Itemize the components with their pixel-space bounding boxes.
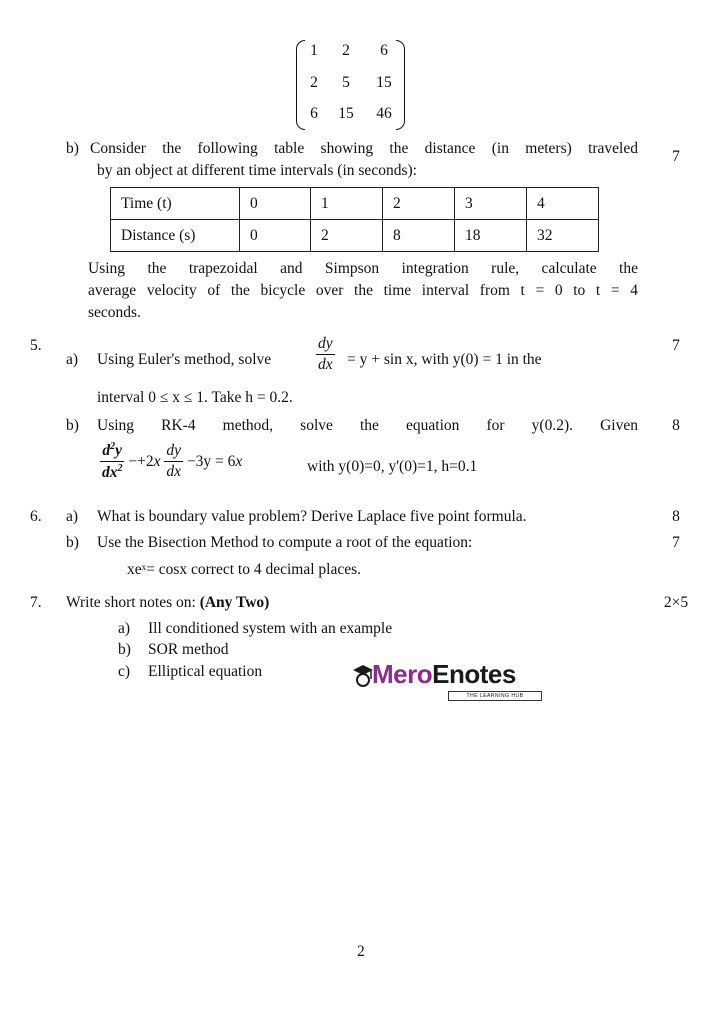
- q4b-line1: Consider the following table showing the distance (in meters) traveled: [90, 140, 638, 157]
- q4b-line2: by an object at different time intervals (in seconds):: [97, 162, 417, 179]
- q5a-text2: = y + sin x, with y(0) = 1 in the: [347, 351, 542, 368]
- q4b-after-line3: seconds.: [88, 304, 141, 321]
- q5b-text: Using RK-4 method, solve the equation for y(0.2). Given: [97, 417, 638, 434]
- table-cell: 2: [383, 188, 455, 220]
- q7-text-main: Write short notes on:: [66, 594, 196, 611]
- matrix-cell: 15: [338, 105, 354, 122]
- table-row: [111, 188, 599, 220]
- q7-number: 7.: [30, 594, 42, 611]
- q5b-eq-tail: with y(0)=0, y'(0)=1, h=0.1: [307, 458, 478, 475]
- logo-text-enotes: Enotes: [432, 659, 516, 689]
- fraction-numerator: dy: [316, 336, 335, 355]
- matrix-cell: 6: [310, 105, 318, 122]
- q7-marks: 2×5: [663, 594, 689, 611]
- matrix-cell: 2: [310, 74, 318, 91]
- q7-item-text: SOR method: [148, 641, 229, 658]
- q4b-after-line2: average velocity of the bicycle over the time interval from t = 0 to t = 4: [88, 282, 638, 299]
- table-cell: 2: [311, 220, 383, 252]
- q7-item-text: Ill conditioned system with an example: [148, 620, 393, 637]
- table-cell: 1: [311, 188, 383, 220]
- q7-item-text: Elliptical equation: [148, 663, 263, 680]
- table-cell: 0: [240, 188, 311, 220]
- graduate-cap-icon: [352, 663, 374, 689]
- q6b-text: Use the Bisection Method to compute a root of the equation:: [97, 534, 473, 551]
- q6-number: 6.: [30, 508, 42, 525]
- q7-text: [66, 594, 269, 612]
- table-header-cell: Time (t): [111, 188, 240, 220]
- q5b-label: b): [66, 417, 79, 434]
- q7-text-bold: (Any Two): [199, 594, 270, 611]
- table-cell: 8: [383, 220, 455, 252]
- q4b-after-line1: Using the trapezoidal and Simpson integration rule, calculate the: [88, 260, 638, 277]
- table-header-cell: Distance (s): [111, 220, 240, 252]
- q5-number: 5.: [30, 337, 42, 354]
- matrix-cell: 2: [342, 42, 350, 59]
- q6b-equation: xeˣ= cosx correct to 4 decimal places.: [127, 561, 361, 578]
- matrix-cell: 1: [310, 42, 318, 59]
- logo-text-mero: Mero: [372, 659, 433, 689]
- distance-table: [110, 187, 599, 252]
- logo-tagline: THE LEARNING HUB: [448, 691, 542, 701]
- matrix-cell: 5: [342, 74, 350, 91]
- matrix-cell: 46: [376, 105, 392, 122]
- q7-item-label: b): [118, 641, 131, 658]
- q5a-marks: 7: [672, 337, 680, 354]
- q6a-marks: 8: [672, 508, 680, 525]
- q7-item-label: a): [118, 620, 131, 637]
- matrix-cell: 15: [376, 74, 392, 91]
- table-cell: 0: [240, 220, 311, 252]
- q6a-label: a): [66, 508, 79, 525]
- table-row: [111, 220, 599, 252]
- table-cell: 32: [527, 220, 599, 252]
- q5a-text1: Using Euler's method, solve: [97, 351, 272, 368]
- table-cell: 3: [455, 188, 527, 220]
- meroenotes-logo: [352, 655, 546, 701]
- q6b-marks: 7: [672, 534, 680, 551]
- matrix-cell: 6: [380, 42, 388, 59]
- q5b-marks: 8: [672, 417, 680, 434]
- q6a-text: What is boundary value problem? Derive Laplace five point formula.: [97, 508, 527, 525]
- q5a-label: a): [66, 351, 79, 368]
- q4b-marks: 7: [672, 148, 680, 165]
- q5b-equation: $\frac{d^2y}{dx^2}$ −+2x $\frac{dy}{dx}$ −3y = 6x: [102, 441, 243, 482]
- table-cell: 4: [527, 188, 599, 220]
- q5a-text3: interval 0 ≤ x ≤ 1. Take h = 0.2.: [97, 389, 293, 406]
- page-number: 2: [357, 943, 365, 960]
- q6b-label: b): [66, 534, 79, 551]
- fraction-denominator: dx: [318, 356, 333, 374]
- q4b-label: b): [66, 140, 79, 157]
- q7-item-label: c): [118, 663, 131, 680]
- table-cell: 18: [455, 220, 527, 252]
- q5a-derivative: [316, 336, 335, 374]
